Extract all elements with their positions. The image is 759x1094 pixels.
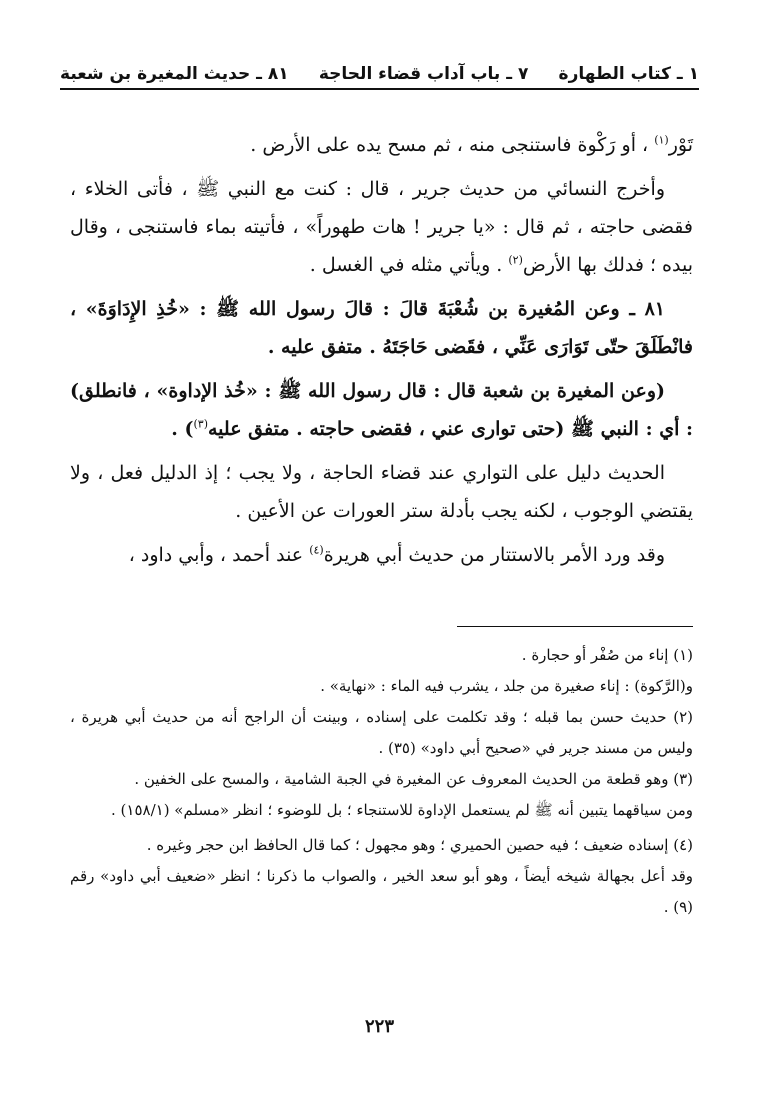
footnote-4b: وقد أعل بجهالة شيخه أيضاً ، وهو أبو سعد الخير ، والصواب ما ذكرنا ؛ انظر «ضعيف أبي داود» رقم (٩) . — [70, 867, 693, 916]
main-text — [70, 126, 693, 580]
header-divider — [60, 88, 699, 90]
footnote-divider — [457, 626, 693, 627]
footnote-ref-4: (٤) — [309, 543, 324, 557]
page-number: ٢٢٣ — [364, 1016, 394, 1037]
footnote-4a: (٤) إسناده ضعيف ؛ فيه حصين الحميري ؛ وهو مجهول ؛ كما قال الحافظ ابن حجر وغيره . — [146, 836, 693, 854]
running-header — [60, 48, 699, 84]
footnote-3a: (٣) وهو قطعة من الحديث المعروف عن المغيرة في الجبة الشامية ، والمسح على الخفين . — [134, 770, 693, 788]
footnote-1a: (١) إناء من صُفْر أو حجارة . — [521, 646, 693, 664]
header-chapter-title: ٧ ـ باب آداب قضاء الحاجة — [318, 64, 529, 84]
hadith-81-text: ٨١ ـ وعن المُغيرة بن شُعْبَةَ قالَ : قالَ رسول الله ﷺ : «خُذِ الإِدَاوَةَ» ، فانْطَلَقَ حتّى تَوَارَى عَنِّي ، فقَضى حَاجَتَهُ . متفق عليه . — [70, 298, 693, 358]
footnotes — [70, 640, 693, 923]
paragraph-6: وقد ورد الأمر بالاستتار من حديث أبي هريرة$^{(٤)}$ عند أحمد ، وأبي داود ، — [128, 543, 665, 566]
paragraph-1: تَوْر$^{(١)}$ ، أو رَكْوة فاستنجى منه ، ثم مسح يده على الأرض . — [250, 133, 693, 156]
footnote-1b: و(الرَّكوة) : إناء صغيرة من جلد ، يشرب فيه الماء : «نهاية» . — [320, 677, 693, 695]
paragraph-4: (وعن المغيرة بن شعبة قال : قال رسول الله ﷺ : «خُذ الإداوة» ، فانطلق) : أي : النبي ﷺ (حتى توارى عني ، فقضى حاجته . متفق عليه$^{(٣)}$) . — [70, 380, 693, 440]
paragraph-5: الحديث دليل على التواري عند قضاء الحاجة ، ولا يجب ؛ إذ الدليل فعل ، ولا يقتضي الوجوب ، لكنه يجب بأدلة ستر العورات عن الأعين . — [70, 462, 693, 522]
header-hadith-title: ٨١ ـ حديث المغيرة بن شعبة — [60, 64, 289, 84]
footnote-ref-2: (٢) — [508, 253, 523, 267]
footnote-2: (٢) حديث حسن بما قبله ؛ وقد تكلمت على إسناده ، وبينت أن الراجح أنه من حديث أبي هريرة ، وليس من مسند جرير في «صحيح أبي داود» (٣٥) . — [70, 708, 693, 757]
footnote-ref-3: (٣) — [193, 417, 208, 431]
footnote-ref-1: (١) — [654, 133, 669, 147]
header-book-title: ١ ـ كتاب الطهارة — [558, 64, 699, 84]
paragraph-2: وأخرج النسائي من حديث جرير ، قال : كنت مع النبي ﷺ ، فأتى الخلاء ، فقضى حاجته ، ثم قال : «يا جرير ! هات طهوراً» ، فأتيته بماء فاستنجى ، وقال بيده ؛ فدلك بها الأرض$^{(٢)}$ . ويأتي مثله في الغسل . — [70, 178, 693, 276]
footnote-3b: ومن سياقهما يتبين أنه ﷺ لم يستعمل الإداوة للاستنجاء ؛ بل للوضوء ؛ انظر «مسلم» (١٥٨/١) . — [111, 801, 693, 819]
